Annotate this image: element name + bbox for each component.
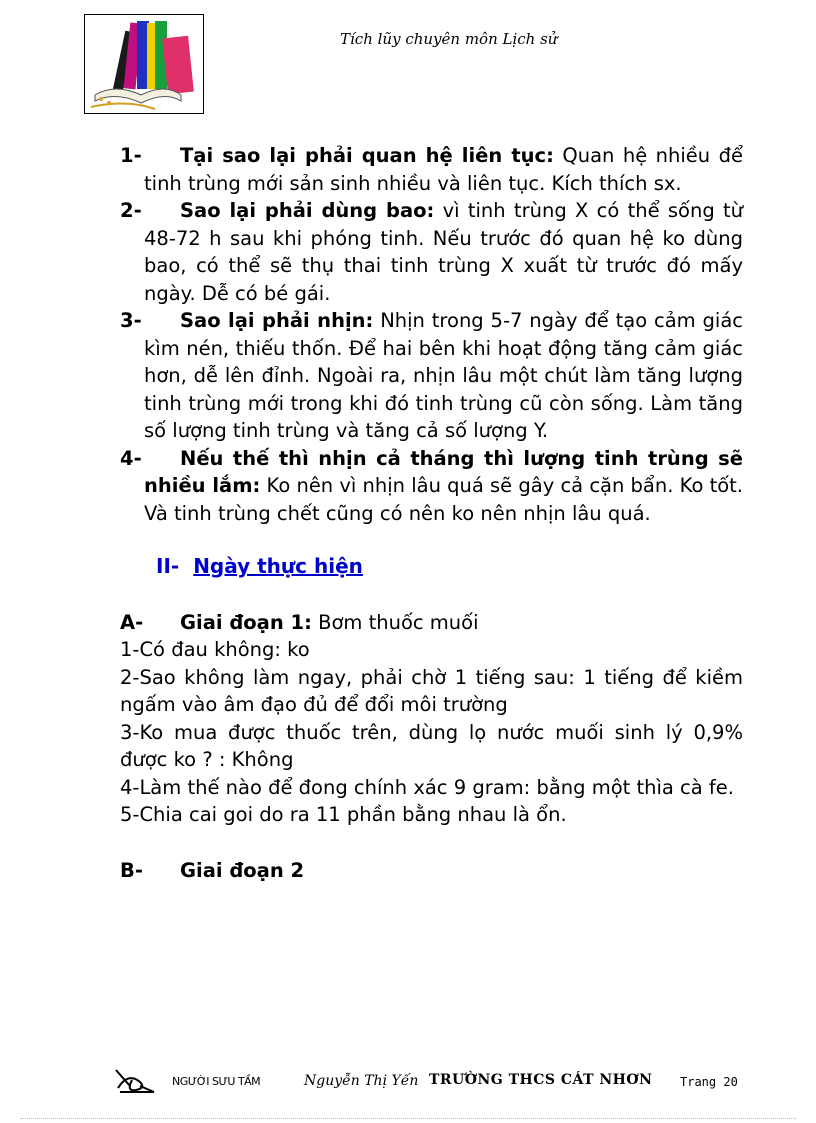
item-number: 4- bbox=[120, 446, 142, 470]
signature-icon bbox=[114, 1066, 158, 1096]
item-question: Sao lại phải dùng bao: bbox=[180, 199, 435, 222]
list-item bbox=[120, 307, 743, 445]
collector-label: NGƯỜI SƯU TẦM bbox=[172, 1075, 261, 1088]
list-item bbox=[120, 197, 743, 307]
list-item bbox=[120, 445, 743, 528]
school-name: TRƯỜNG THCS CÁT NHƠN bbox=[429, 1072, 653, 1088]
item-answer: Ko nên vì nhịn lâu quá sẽ gây cả cặn bẩn. Ko tốt. Và tinh trùng chết cũng có nên ko nên nhịn lâu quá. bbox=[144, 474, 743, 525]
phase-a-heading bbox=[120, 609, 743, 637]
page-number: Trang 20 bbox=[680, 1075, 738, 1089]
item-number: 2- bbox=[120, 199, 142, 222]
phase-line: 2-Sao không làm ngay, phải chờ 1 tiếng sau: 1 tiếng để kiềm ngấm vào âm đạo đủ để đổi môi trường bbox=[120, 665, 743, 716]
item-question: Sao lại phải nhịn: bbox=[180, 309, 374, 332]
item-number: 3- bbox=[120, 309, 142, 332]
item-answer: vì tinh trùng X có thể sống từ 48-72 h sau khi phóng tinh. Nếu trước đó quan hệ ko dùng bao, có thể sẽ thụ thai tinh trùng X xuất từ trước đó mấy ngày. Dễ có bé gái. bbox=[144, 199, 743, 305]
item-number: 1- bbox=[120, 144, 142, 167]
list-item bbox=[120, 142, 743, 197]
books-logo-image bbox=[84, 14, 204, 114]
phase-label: Giai đoạn 2 bbox=[180, 858, 305, 882]
author-name: Nguyễn Thị Yến bbox=[304, 1073, 419, 1089]
phase-line: 4-Làm thế nào để đong chính xác 9 gram: bằng một thìa cà fe. bbox=[120, 775, 734, 799]
phase-number: A- bbox=[120, 610, 144, 634]
section-number: II- bbox=[156, 554, 180, 578]
item-question: Tại sao lại phải quan hệ liên tục: bbox=[180, 144, 554, 167]
item-question: Nếu thế thì nhịn cả tháng thì lượng tinh trùng sẽ nhiều lắm: bbox=[144, 446, 743, 497]
phase-line: 5-Chia cai goi do ra 11 phần bằng nhau là ổn. bbox=[120, 803, 567, 826]
item-answer: Quan hệ nhiều để tinh trùng mới sản sinh nhiều và liên tục. Kích thích sx. bbox=[144, 144, 743, 195]
phase-desc: Bơm thuốc muối bbox=[311, 610, 479, 634]
phase-line: 1-Có đau không: ko bbox=[120, 638, 310, 661]
page-divider bbox=[20, 1118, 796, 1119]
phase-b-heading bbox=[120, 857, 743, 885]
page-footer bbox=[114, 1066, 754, 1096]
section-title-link[interactable]: Ngày thực hiện bbox=[193, 554, 363, 578]
phase-number: B- bbox=[120, 858, 143, 882]
document-body bbox=[120, 142, 743, 884]
header-title: Tích lũy chuyên môn Lịch sử bbox=[340, 30, 558, 48]
phase-label: Giai đoạn 1: bbox=[180, 610, 312, 634]
section-heading bbox=[156, 553, 743, 581]
phase-line: 3-Ko mua được thuốc trên, dùng lọ nước muối sinh lý 0,9% được ko ? : Không bbox=[120, 720, 743, 771]
item-answer: Nhịn trong 5-7 ngày để tạo cảm giác kìm nén, thiếu thốn. Để hai bên khi hoạt động tăng cảm giác hơn, dễ lên đỉnh. Ngoài ra, nhịn lâu một chút làm tăng lượng tinh trùng mới trong khi đó tinh trùng cũ còn sống. Làm tăng số lượng tinh trùng và tăng cả số lượng Y. bbox=[144, 309, 744, 442]
